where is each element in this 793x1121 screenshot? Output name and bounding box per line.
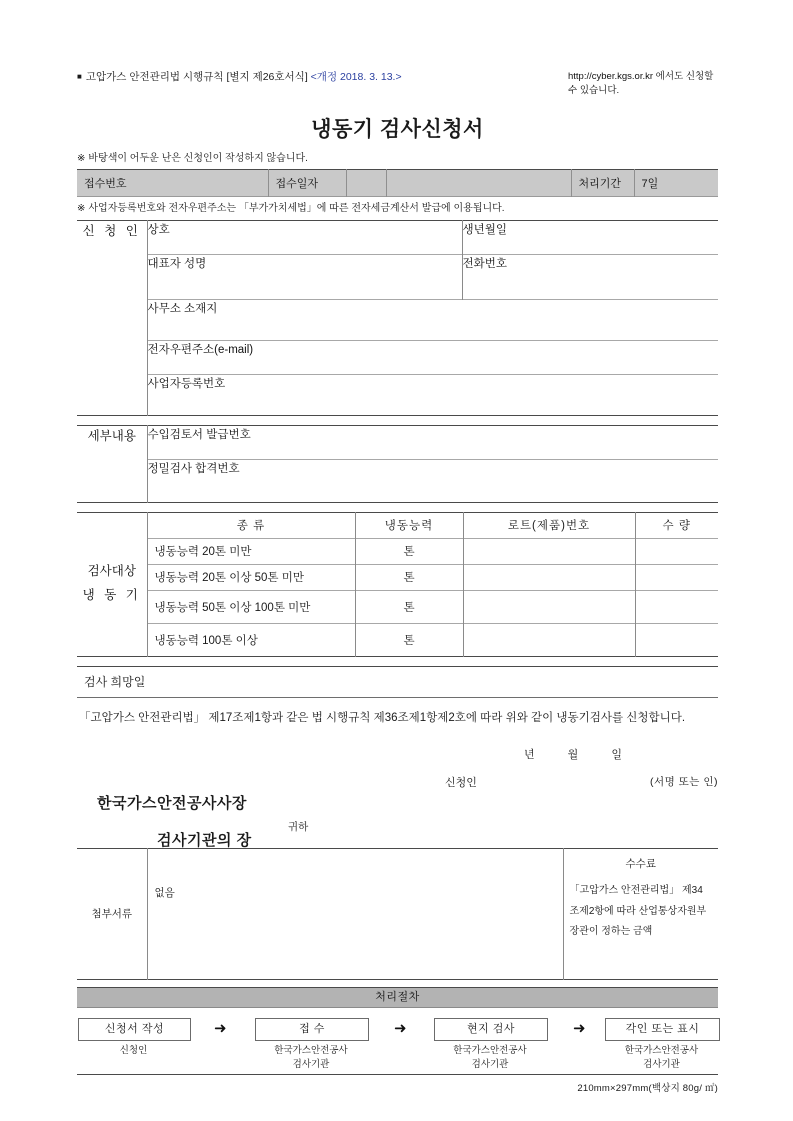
birthdate-label: 생년월일 [462,223,507,236]
row-capacity[interactable]: 톤 [355,623,463,656]
precision-pass-number-label: 정밀검사 합격번호 [147,462,240,475]
receipt-spacer [386,169,571,196]
arrow-right-icon-1: ➜ [214,1019,227,1037]
table-row [77,623,718,656]
flow-step-box-3: 현지 검사 [434,1018,548,1041]
row-quantity[interactable] [635,590,718,623]
business-number-label: 사업자등록번호 [147,377,226,390]
phone-number-label: 전화번호 [462,257,507,270]
recipient-inspection-agency-head: 검사기관의 장 [157,831,252,849]
receipt-number-value[interactable] [155,169,268,196]
fee-text: 「고압가스 안전관리법」 제34조제2항에 따라 산업통상자원부장관이 정하는 금액 [569,885,707,938]
flow-step-caption-4: 한국가스안전공사 검사기관 [624,1044,699,1071]
note-symbol: ※ [77,152,86,164]
rule-reference-text: 고압가스 안전관리법 시행규칙 [별지 제26호서식] [85,71,308,83]
attachment-fee-section [77,848,718,980]
row-capacity[interactable]: 톤 [355,538,463,564]
form-rule-reference [77,70,402,84]
row-capacity[interactable]: 톤 [355,590,463,623]
company-name-cell[interactable] [147,220,462,254]
tax-note-symbol: ※ [77,202,86,214]
form-sheet [77,70,718,1094]
row-kind: 냉동능력 20톤 이상 50톤 미만 [147,564,355,590]
day-label: 일 [611,748,623,761]
business-number-cell[interactable] [147,374,718,415]
page-title: 냉동기 검사신청서 [311,117,484,141]
seal-note: (서명 또는 인) [649,775,718,788]
amendment-date: <개정 2018. 3. 13.> [310,71,402,83]
details-side-label: 세부내용 [87,428,136,443]
arrow-right-icon-2: ➜ [394,1019,407,1037]
inspection-side-label-line1: 검사대상 [87,564,136,579]
inspection-side-label-line2: 냉 동 기 [82,588,141,602]
import-review-number-cell[interactable] [147,425,718,459]
attachment-label: 첨부서류 [91,908,133,921]
applicant-row-business-number [77,374,718,415]
inspection-side-label [77,512,147,656]
row-quantity[interactable] [635,538,718,564]
row-capacity[interactable]: 톤 [355,564,463,590]
flow-step-caption-3: 한국가스안전공사 검사기관 [453,1044,527,1071]
applicant-row-representative [77,254,718,299]
recipient-kgs-president: 한국가스안전공사사장 [97,794,247,812]
flow-step-caption-1: 신청인 [119,1044,148,1056]
column-header-kind: 종 류 [147,512,355,538]
applicant-row-office-address [77,299,718,340]
row-lot[interactable] [463,538,635,564]
arrow-right-icon-3: ➜ [573,1019,586,1037]
import-review-number-label: 수입검토서 발급번호 [147,428,251,441]
applicant-row-email [77,340,718,374]
row-lot[interactable] [463,623,635,656]
row-quantity[interactable] [635,564,718,590]
receipt-number-label: 접수번호 [84,177,127,190]
processing-period-value: 7일 [634,169,718,196]
date-line [77,746,718,762]
row-kind: 냉동능력 50톤 이상 100톤 미만 [147,590,355,623]
declaration-statement: 「고압가스 안전관리법」 제17조제1항과 같은 법 시행규칙 제36조제1항제2호에 따라 위와 같이 냉동기검사를 신청합니다. [79,711,686,724]
fee-title: 수수료 [625,857,656,870]
process-flow-diagram [77,1008,718,1075]
column-header-lot: 로트(제품)번호 [463,512,635,538]
column-header-quantity: 수 량 [635,512,718,538]
desired-date-row[interactable] [77,666,718,698]
form-header [77,70,718,99]
recipient-honorific: 귀하 [288,820,309,833]
processing-period-label: 처리기간 [571,169,634,196]
fee-cell [563,848,718,979]
office-address-cell[interactable] [147,299,718,340]
online-application-note: http://cyber.kgs.or.kr 에서도 신청할 수 있습니다. [568,71,714,97]
applicant-signature-label: 신청인 [445,776,477,789]
tax-note [77,202,718,216]
inspection-header-row [77,512,718,538]
month-label: 월 [567,748,580,761]
applicant-row-company [77,220,718,254]
receipt-row [77,169,718,196]
receipt-band [77,169,718,197]
flow-step-box-2: 접 수 [255,1018,369,1041]
inspection-target-section [77,512,718,657]
details-section [77,425,718,503]
desired-date-label: 검사 희망일 [84,674,146,689]
process-band-title: 처리절차 [77,987,718,1008]
details-row-precision-pass [77,459,718,502]
table-row [77,564,718,590]
phone-number-cell[interactable] [462,254,718,299]
table-row [77,538,718,564]
row-quantity[interactable] [635,623,718,656]
representative-name-label: 대표자 성명 [147,257,207,270]
square-bullet-icon: ■ [77,71,82,81]
flow-step-box-4: 각인 또는 표시 [605,1018,720,1041]
row-lot[interactable] [463,590,635,623]
year-label: 년 [523,748,536,761]
table-row [77,590,718,623]
email-cell[interactable] [147,340,718,374]
flow-step-box-1: 신청서 작성 [78,1018,191,1041]
details-row-import-review [77,425,718,459]
shading-note-text: 바탕색이 어두운 난은 신청인이 작성하지 않습니다. [88,152,308,164]
row-kind: 냉동능력 100톤 이상 [147,623,355,656]
office-address-label: 사무소 소재지 [147,302,218,315]
tax-note-text: 사업자등록번호와 전자우편주소는 「부가가치세법」에 따른 전자세금계산서 발급에 이용됩니다. [88,202,505,214]
row-lot[interactable] [463,564,635,590]
receipt-date-label: 접수일자 [268,169,346,196]
applicant-section [77,220,718,416]
signature-section [77,774,718,848]
attachment-row [77,848,718,979]
receipt-date-value[interactable] [346,169,386,196]
attachment-value: 없음 [147,848,563,979]
applicant-side-label: 신 청 인 [82,223,141,238]
birthdate-cell[interactable] [462,220,718,254]
shading-note [77,152,718,166]
row-kind: 냉동능력 20톤 미만 [147,538,355,564]
flow-step-caption-2: 한국가스안전공사 검사기관 [274,1044,348,1071]
precision-pass-number-cell[interactable] [147,459,718,502]
representative-name-cell[interactable] [147,254,462,299]
paper-size-note: 210mm×297mm(백상지 80g/ ㎡) [577,1082,718,1094]
column-header-capacity: 냉동능력 [355,512,463,538]
company-name-label: 상호 [147,223,170,236]
email-label: 전자우편주소(e-mail) [147,343,254,356]
